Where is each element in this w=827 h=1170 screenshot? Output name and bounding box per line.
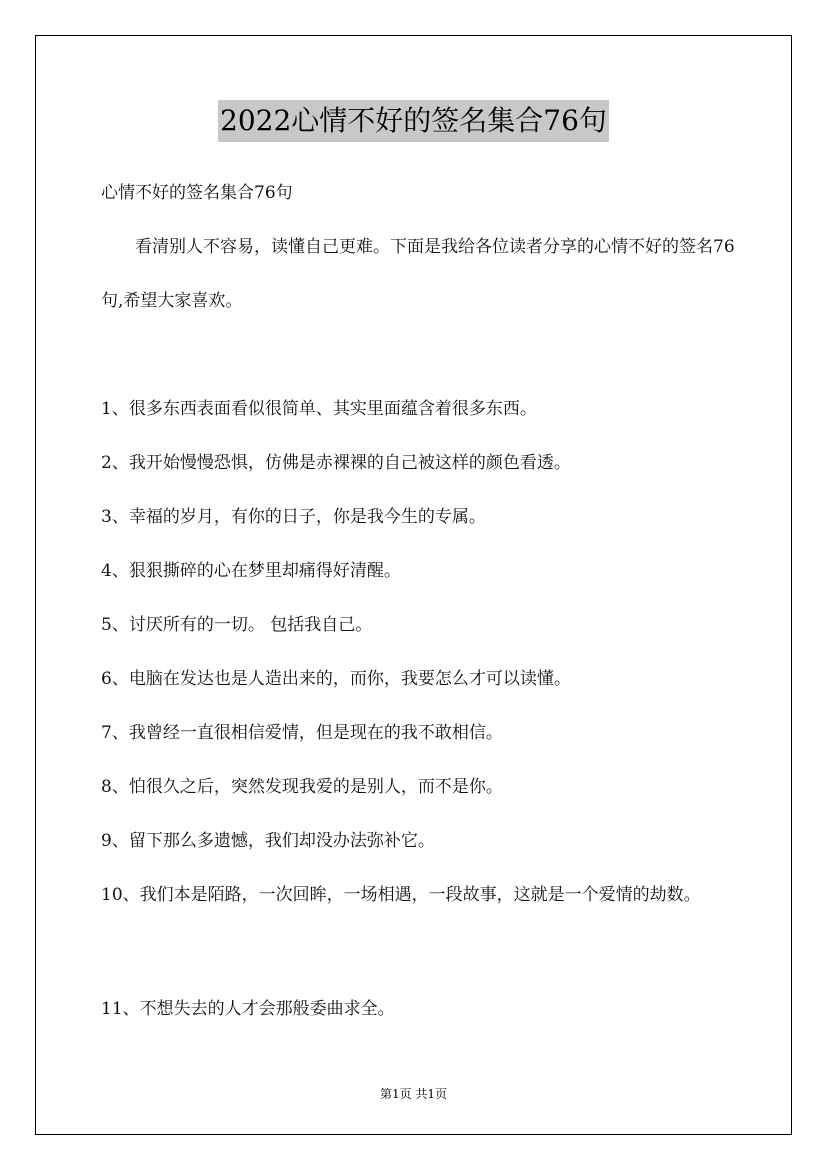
list-item: 5、讨厌所有的一切。 包括我自己。	[101, 615, 373, 635]
list-item: 6、电脑在发达也是人造出来的，而你，我要怎么才可以读懂。	[101, 669, 571, 689]
document-subtitle: 心情不好的签名集合76句	[101, 183, 293, 203]
list-item: 11、不想失去的人才会那般委曲求全。	[101, 999, 395, 1019]
intro-paragraph: 看清别人不容易，读懂自己更难。下面是我给各位读者分享的心情不好的签名76句,希望大家喜欢。	[101, 237, 735, 311]
list-item: 1、很多东西表面看似很简单、其实里面蕴含着很多东西。	[101, 399, 537, 419]
list-item: 10、我们本是陌路，一次回眸，一场相遇，一段故事，这就是一个爱情的劫数。	[101, 885, 701, 905]
list-item: 3、幸福的岁月，有你的日子，你是我今生的专属。	[101, 507, 486, 527]
document-title: 2022心情不好的签名集合76句	[218, 100, 609, 142]
list-item: 4、狠狠撕碎的心在梦里却痛得好清醒。	[101, 561, 401, 581]
list-item: 9、留下那么多遗憾，我们却没办法弥补它。	[101, 831, 435, 851]
list-item: 7、我曾经一直很相信爱情，但是现在的我不敢相信。	[101, 723, 503, 743]
list-item: 2、我开始慢慢恐惧，仿佛是赤裸裸的自己被这样的颜色看透。	[101, 453, 571, 473]
list-item: 8、怕很久之后，突然发现我爱的是别人，而不是你。	[101, 777, 503, 797]
page-footer: 第1页 共1页	[379, 1087, 448, 1101]
title-container	[0, 100, 827, 142]
